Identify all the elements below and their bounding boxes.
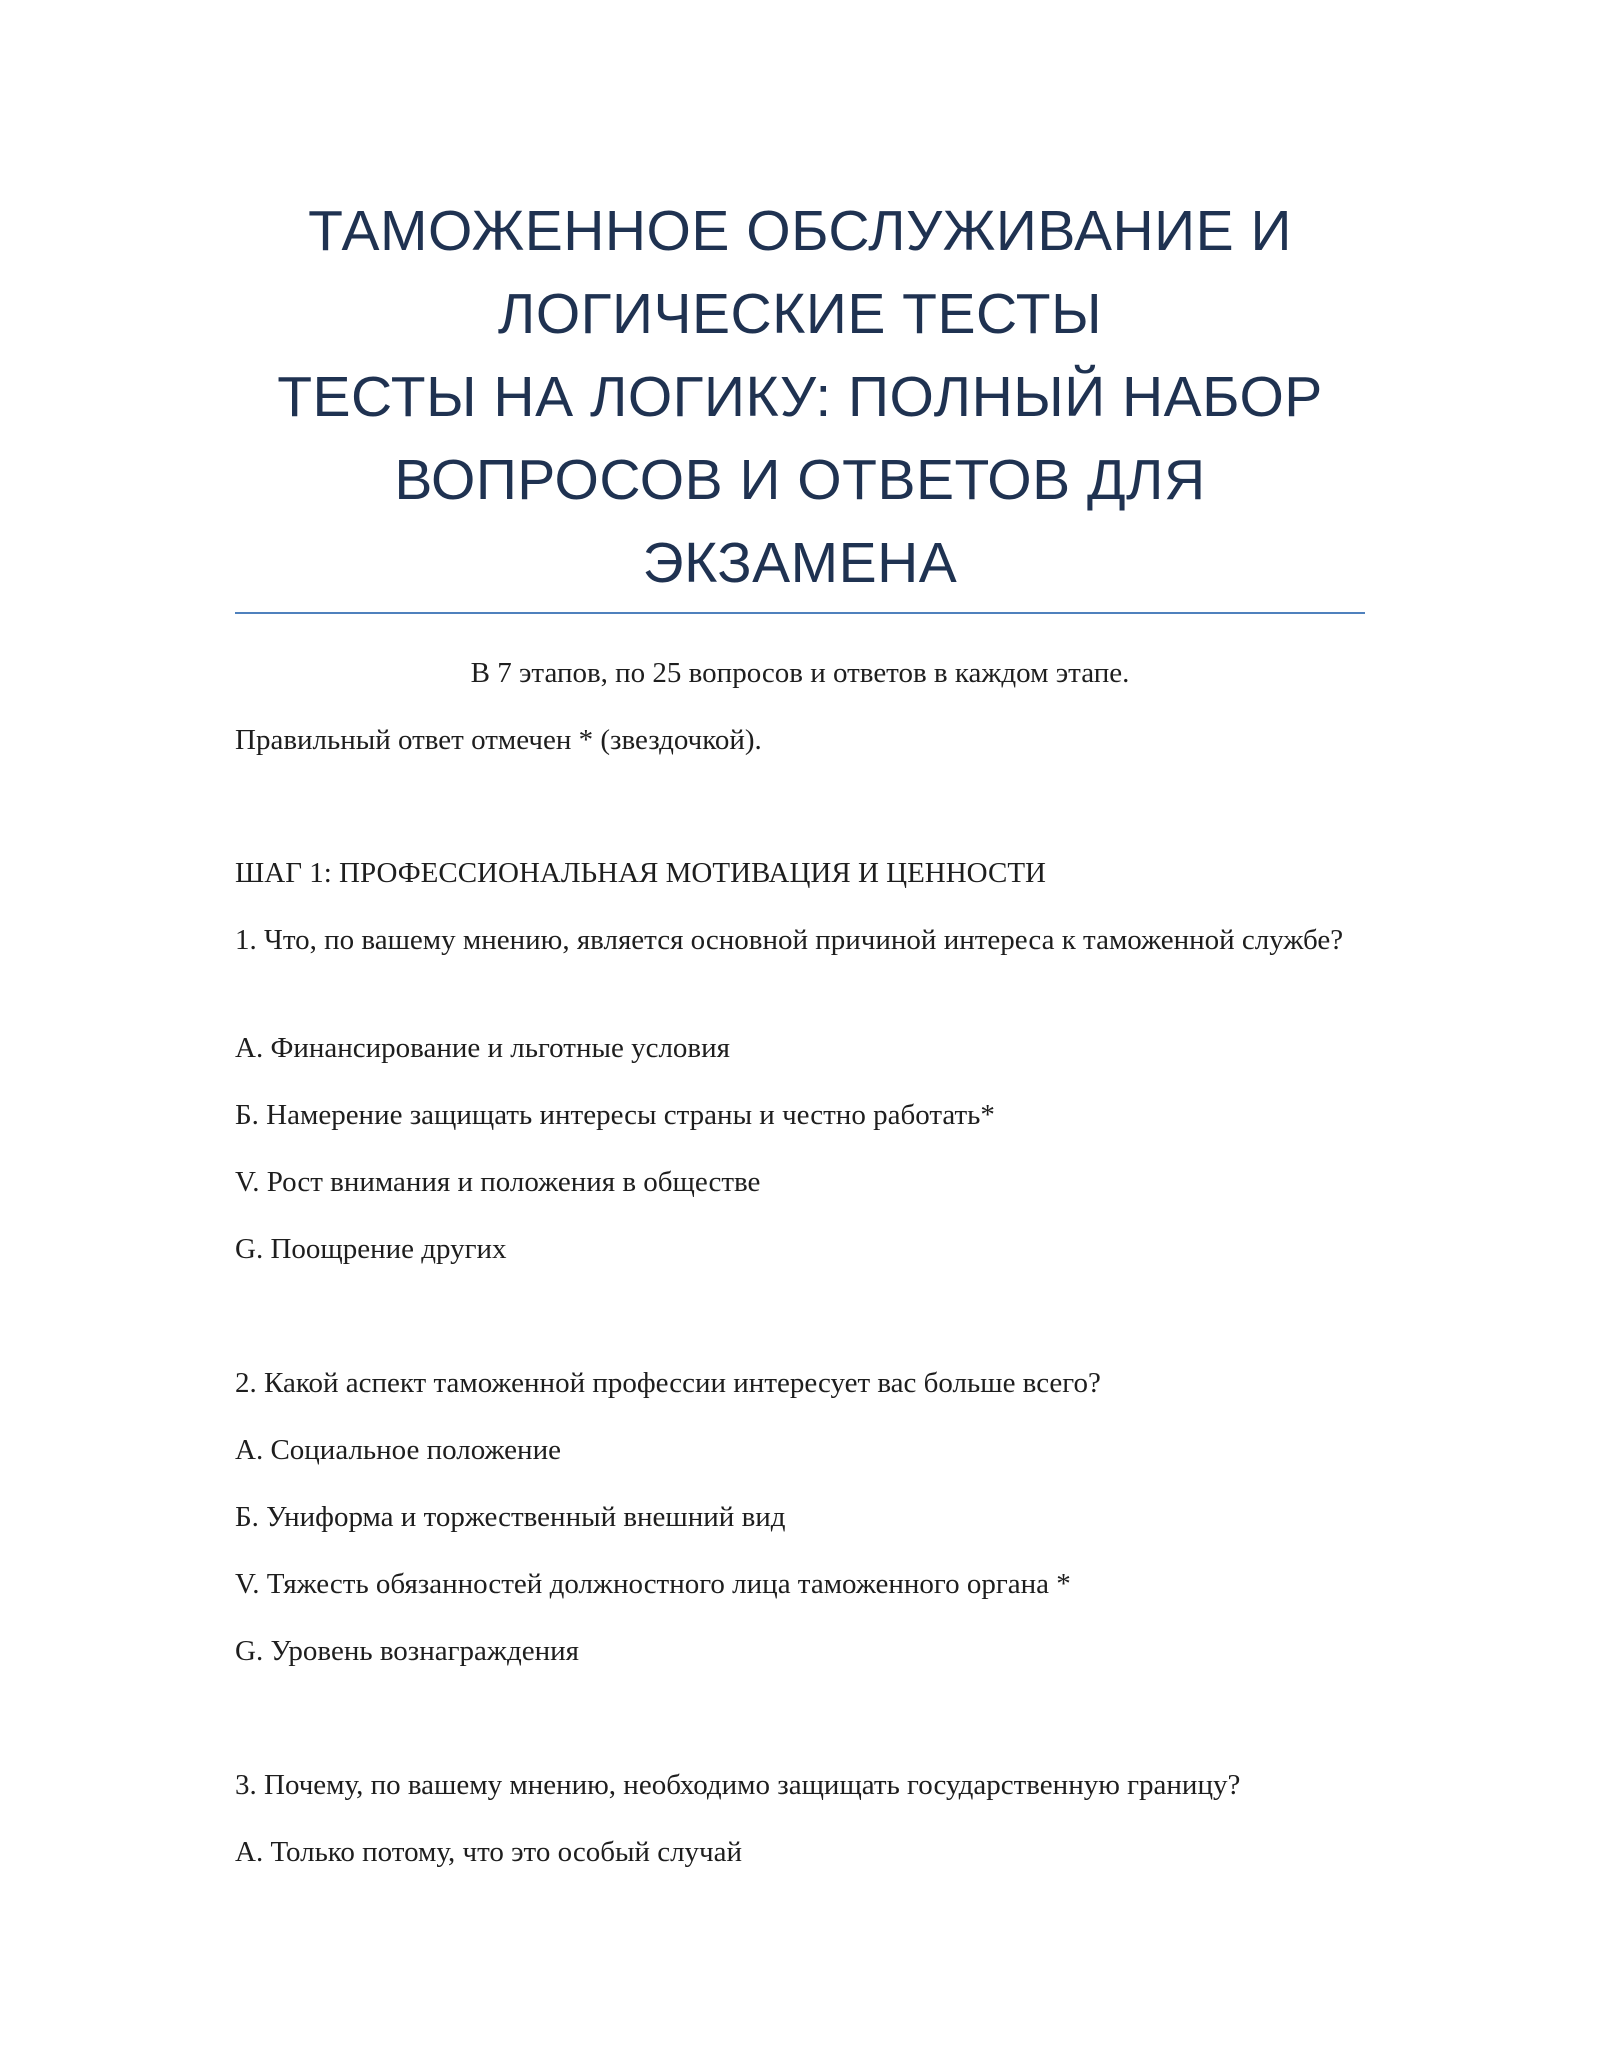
answer-option: А. Социальное положение xyxy=(235,1434,561,1466)
answer-option: Б. Намерение защищать интересы страны и честно работать* xyxy=(235,1099,995,1131)
answer-option: G. Поощрение других xyxy=(235,1233,507,1265)
title-line: ЛОГИЧЕСКИЕ ТЕСТЫ xyxy=(497,282,1103,346)
document-title xyxy=(235,190,1365,605)
answer-option: V. Рост внимания и положения в обществе xyxy=(235,1166,761,1198)
title-line: ЭКЗАМЕНА xyxy=(642,531,958,595)
intro-stages: В 7 этапов, по 25 вопросов и ответов в каждом этапе. xyxy=(470,657,1130,689)
answer-option: G. Уровень вознаграждения xyxy=(235,1635,579,1667)
step-heading: ШАГ 1: ПРОФЕССИОНАЛЬНАЯ МОТИВАЦИЯ И ЦЕННОСТИ xyxy=(235,857,1046,889)
answer-option: Б. Униформа и торжественный внешний вид xyxy=(235,1501,786,1533)
title-line: ТАМОЖЕННОЕ ОБСЛУЖИВАНИЕ И xyxy=(308,199,1292,263)
title-line: ТЕСТЫ НА ЛОГИКУ: ПОЛНЫЙ НАБОР xyxy=(277,365,1323,429)
intro-note: Правильный ответ отмечен * (звездочкой). xyxy=(235,724,762,756)
title-divider xyxy=(235,612,1365,614)
answer-option: А. Финансирование и льготные условия xyxy=(235,1032,730,1064)
question-3: 3. Почему, по вашему мнению, необходимо защищать государственную границу? xyxy=(235,1769,1241,1801)
title-line: ВОПРОСОВ И ОТВЕТОВ ДЛЯ xyxy=(394,448,1206,512)
answer-option: А. Только потому, что это особый случай xyxy=(235,1836,743,1868)
answer-option: V. Тяжесть обязанностей должностного лица таможенного органа * xyxy=(235,1568,1071,1600)
question-2: 2. Какой аспект таможенной профессии интересует вас больше всего? xyxy=(235,1367,1101,1399)
question-1: 1. Что, по вашему мнению, является основной причиной интереса к таможенной службе? xyxy=(235,924,1344,956)
